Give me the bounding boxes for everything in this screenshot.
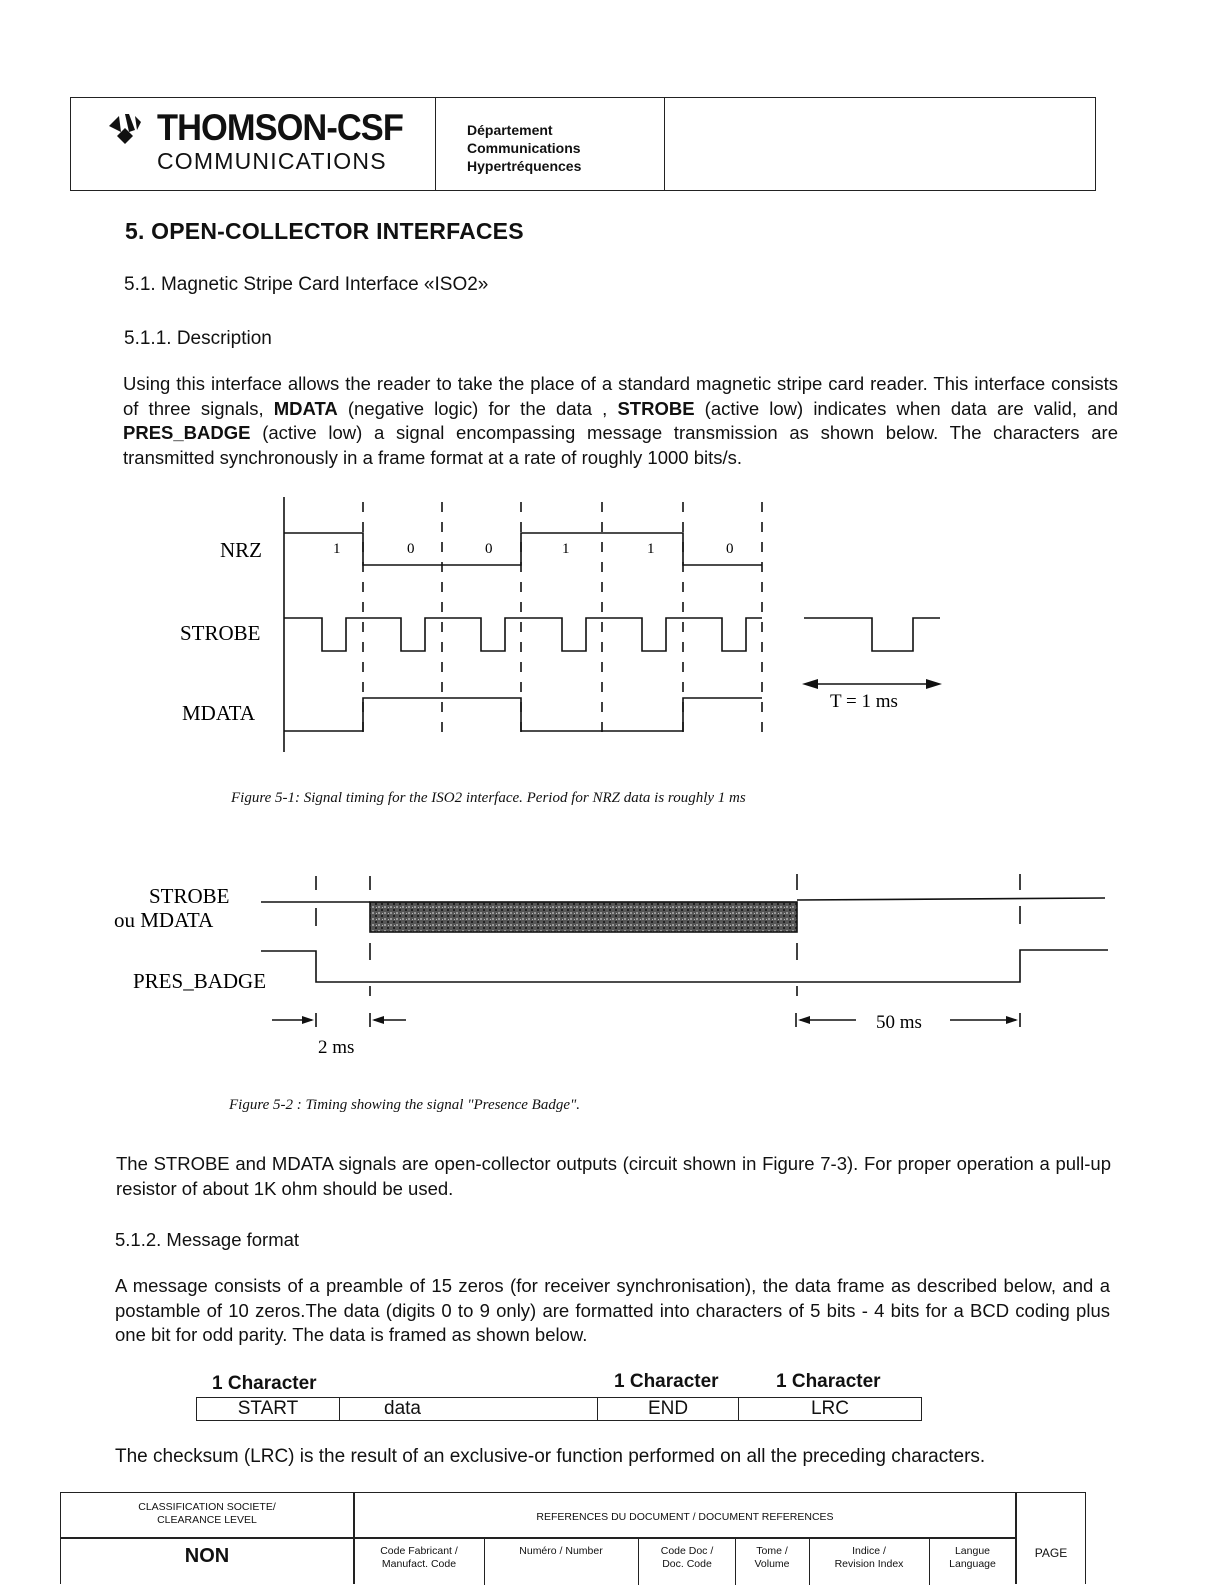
classification-label-2: CLEARANCE LEVEL [157,1514,257,1526]
classification-value: NON [184,1545,230,1567]
company-name: THOMSON-CSF [157,107,403,148]
bit-label: 1 [562,541,570,557]
thomson-logo-icon [105,112,145,152]
department-line-2: Communications [467,140,581,156]
section-title: 5. OPEN-COLLECTOR INTERFACES [125,218,524,244]
frame-cell-start: START [197,1398,340,1420]
figure-5-2-caption: Figure 5-2 : Timing showing the signal "Presence Badge". [229,1097,581,1113]
department-block [435,98,665,190]
frame-cell-data: data [340,1398,598,1420]
data-burst-region [370,902,797,932]
subsubsection-title: 5.1.1. Description [124,328,272,349]
frame-format-table [196,1397,922,1421]
company-division: COMMUNICATIONS [157,148,387,174]
frame-label-lrc: 1 Character [776,1371,881,1392]
figure-5-1-timing-diagram [0,490,1224,760]
classification-label-1: CLASSIFICATION SOCIETE/ [138,1501,276,1513]
document-header [70,97,1096,191]
department-line-1: Département [467,122,553,138]
signal-label-mdata: MDATA [182,701,255,725]
signal-label-strobe-line1: STROBE [149,884,230,908]
figure-5-2-timing-diagram [0,860,1224,1060]
frame-cell-end: END [598,1398,739,1420]
frame-label-end: 1 Character [614,1371,719,1392]
description-paragraph: Using this interface allows the reader to take the place of a standard magnetic stripe card reader. This interface consists of three signals, MDATA (negative logic) for the data , STROBE (active low) indicates when data are valid, and PRES_BADGE (active low) a signal encompassing message transmission as shown below. The characters are transmitted synchronously in a frame format at a rate of roughly 1000 bits/s. [123,373,1119,468]
bit-label: 0 [407,541,415,557]
signal-label-strobe: STROBE [180,621,261,645]
bit-label: 1 [333,541,341,557]
frame-label-start: 1 Character [212,1373,317,1394]
checksum-paragraph: The checksum (LRC) is the result of an exclusive-or function performed on all the preceding characters. [115,1446,986,1467]
signal-label-strobe-line2: ou MDATA [114,908,214,932]
figure-5-1-caption: Figure 5-1: Signal timing for the ISO2 interface. Period for NRZ data is roughly 1 ms [231,790,746,806]
department-line-3: Hypertréquences [467,158,582,174]
open-collector-paragraph: The STROBE and MDATA signals are open-collector outputs (circuit shown in Figure 7-3). For proper operation a pull-up resistor of about 1K ohm should be used. [116,1153,1111,1199]
period-label: T = 1 ms [830,691,898,712]
document-footer: CLASSIFICATION SOCIETE/ CLEARANCE LEVEL REFERENCES DU DOCUMENT / DOCUMENT REFERENCES NON Code Fabricant / Manufact. Code Numéro / Number Code Doc / Doc. Code Tome / Volume Indice / Revision Index Langue Language PAGE [60,1492,1086,1584]
signal-label-nrz: NRZ [220,538,262,562]
message-format-title: 5.1.2. Message format [115,1229,300,1250]
page-label: PAGE [1034,1546,1068,1560]
message-format-paragraph: A message consists of a preamble of 15 zeros (for receiver synchronisation), the data frame as described below, and a postamble of 10 zeros.The data (digits 0 to 9 only) are formatted into characters of 5 bits - 4 bits for a BCD coding plus one bit for odd parity. The data is framed as shown below. [115,1275,1110,1345]
signal-label-pres-badge: PRES_BADGE [133,969,267,993]
bit-label: 0 [726,541,734,557]
bit-label: 1 [647,541,655,557]
frame-cell-lrc: LRC [810,1398,849,1419]
document-references-label: REFERENCES DU DOCUMENT / DOCUMENT REFERENCES [536,1511,834,1523]
delay-label-50ms: 50 ms [876,1012,922,1033]
delay-label-2ms: 2 ms [318,1037,355,1058]
company-logo [71,98,436,190]
subsection-title: 5.1. Magnetic Stripe Card Interface «ISO2» [124,274,489,295]
bit-label: 0 [485,541,493,557]
